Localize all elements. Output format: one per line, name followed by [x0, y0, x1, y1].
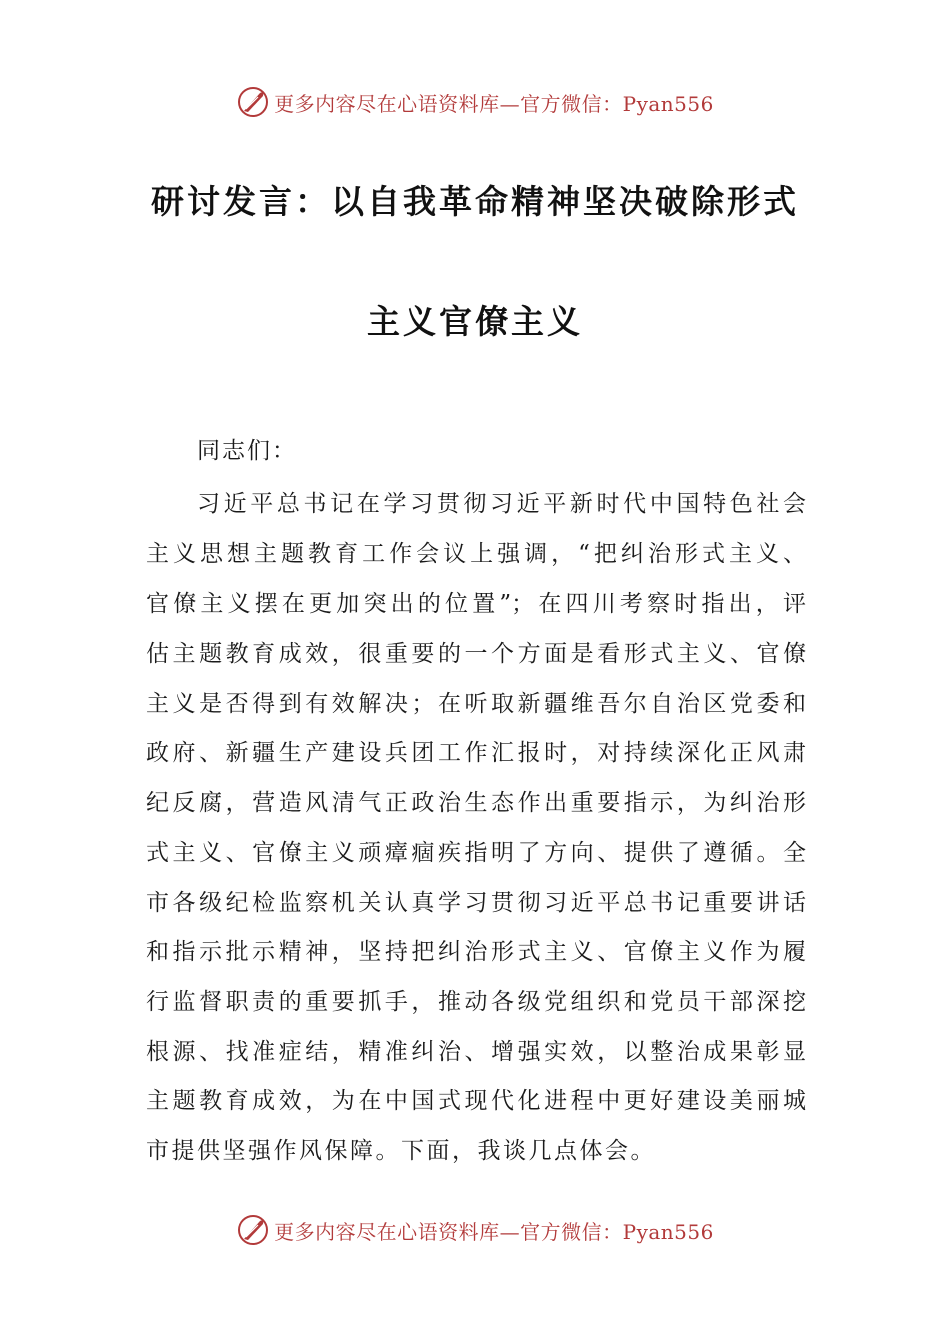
header-banner [0, 82, 950, 122]
paragraph-line: 市提供坚强作风保障。下面，我谈几点体会。 [146, 1138, 656, 1164]
paragraph-line: 和指示批示精神，坚持把纠治形式主义、官僚主义作为履 [146, 939, 806, 965]
paragraph-line: 主义思想主题教育工作会议上强调，“把纠治形式主义、 [146, 541, 806, 567]
paragraph-line: 行监督职责的重要抓手，推动各级党组织和党员干部深挖 [146, 989, 806, 1015]
paragraph-line: 官僚主义摆在更加突出的位置”；在四川考察时指出，评 [146, 591, 806, 617]
paragraph-line: 习近平总书记在学习贯彻习近平新时代中国特色社会 [197, 491, 806, 517]
paragraph-line: 市各级纪检监察机关认真学习贯彻习近平总书记重要讲话 [146, 890, 806, 916]
footer-banner-text: 更多内容尽在心语资料库—官方微信：Pyan556 [274, 1219, 714, 1244]
paragraph-line: 估主题教育成效，很重要的一个方面是看形式主义、官僚 [146, 641, 806, 667]
quill-logo-icon [236, 1213, 270, 1247]
paragraph-line: 式主义、官僚主义顽瘴痼疾指明了方向、提供了遵循。全 [146, 840, 806, 866]
header-banner-text: 更多内容尽在心语资料库—官方微信：Pyan556 [274, 91, 714, 116]
salutation: 同志们： [197, 438, 297, 464]
document-title-line-2: 主义官僚主义 [367, 302, 583, 341]
footer-banner [0, 1210, 950, 1250]
paragraph-line: 根源、找准症结，精准纠治、增强实效，以整治成果彰显 [146, 1039, 806, 1065]
paragraph-line: 主义是否得到有效解决；在听取新疆维吾尔自治区党委和 [146, 691, 806, 717]
paragraph-line: 纪反腐，营造风清气正政治生态作出重要指示，为纠治形 [146, 790, 806, 816]
paragraph-line: 主题教育成效，为在中国式现代化进程中更好建设美丽城 [146, 1088, 806, 1114]
paragraph-line: 政府、新疆生产建设兵团工作汇报时，对持续深化正风肃 [146, 740, 806, 766]
quill-logo-icon [236, 85, 270, 119]
document-title-line-1: 研讨发言：以自我革命精神坚决破除形式 [151, 182, 799, 221]
